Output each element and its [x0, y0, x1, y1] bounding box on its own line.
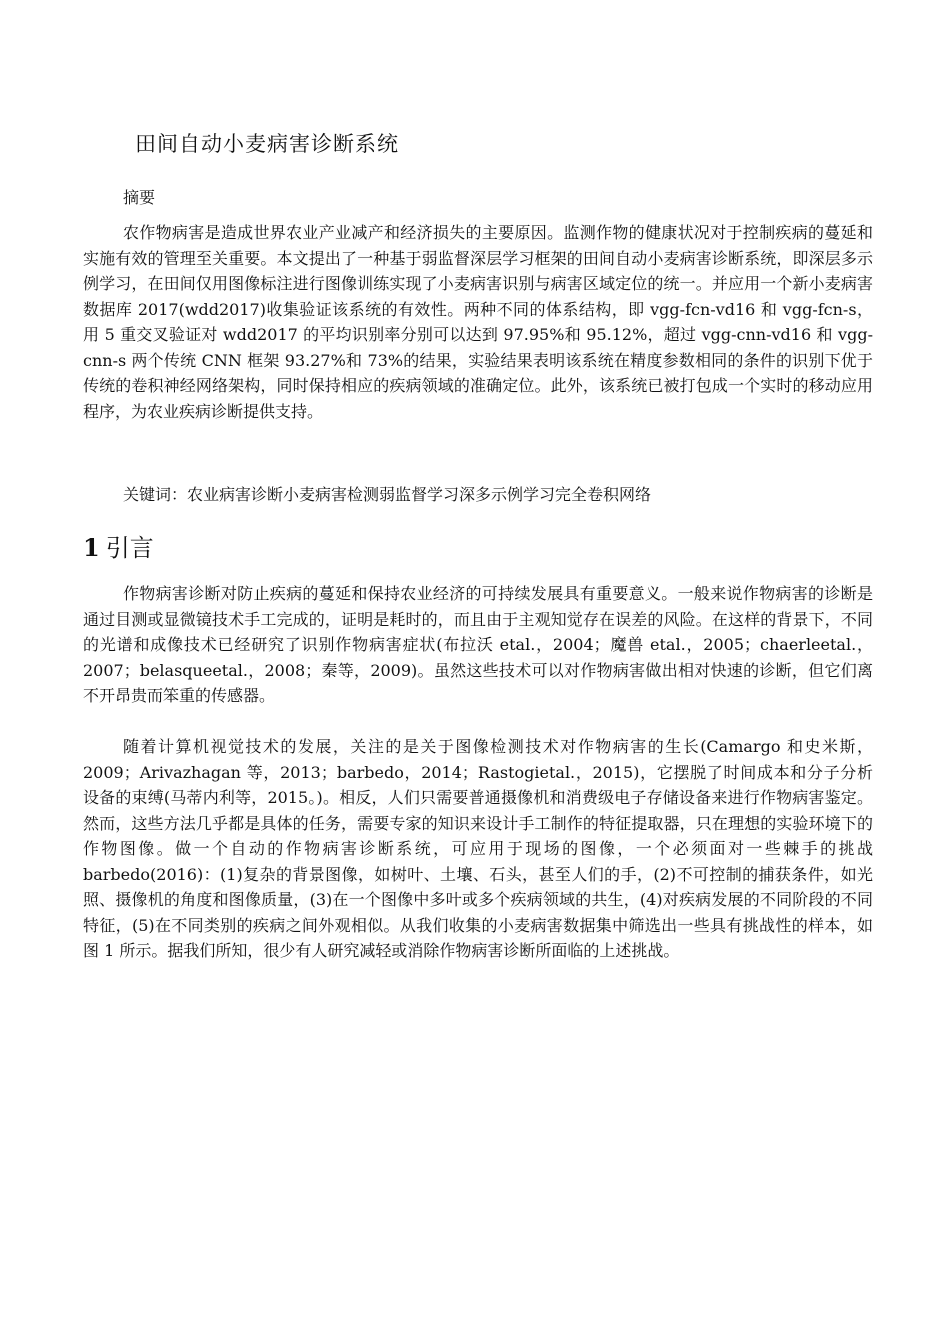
intro-paragraph-1: 作物病害诊断对防止疾病的蔓延和保持农业经济的可持续发展具有重要意义。一般来说作物病害的诊断是通过目测或显微镜技术手工完成的，证明是耗时的，而且由于主观知觉存在误差的风险。在这样的背景下，不同的光谱和成像技术已经研究了识别作物病害症状(布拉沃 etal.，2004；魔兽 etal.，2005；chaerleetal.，2007；belasqueetal.，2008；秦等，2009)。虽然这些技术可以对作物病害做出相对快速的诊断，但它们离不开昂贵而笨重的传感器。: [83, 584, 873, 705]
keywords-line: 关键词：农业病害诊断小麦病害检测弱监督学习深多示例学习完全卷积网络: [123, 485, 652, 504]
section-number: 1: [83, 533, 100, 562]
paper-title: 田间自动小麦病害诊断系统: [135, 132, 399, 156]
section-heading: [83, 528, 154, 563]
section-title: 引言: [105, 534, 154, 562]
abstract-heading: 摘要: [123, 188, 156, 207]
abstract-paragraph: 农作物病害是造成世界农业产业减产和经济损失的主要原因。监测作物的健康状况对于控制疾病的蔓延和实施有效的管理至关重要。本文提出了一种基于弱监督深层学习框架的田间自动小麦病害诊断系统，即深层多示例学习，在田间仅用图像标注进行图像训练实现了小麦病害识别与病害区域定位的统一。并应用一个新小麦病害数据库 2017(wdd2017)收集验证该系统的有效性。两种不同的体系结构，即 vgg-fcn-vd16 和 vgg-fcn-s，用 5 重交叉验证对 wdd2017 的平均识别率分别可以达到 97.95%和 95.12%，超过 vgg-cnn-vd16 和 vgg-cnn-s 两个传统 CNN 框架 93.27%和 73%的结果，实验结果表明该系统在精度参数相同的条件的识别下优于传统的卷积神经网络架构，同时保持相应的疾病领域的准确定位。此外，该系统已被打包成一个实时的移动应用程序，为农业疾病诊断提供支持。: [83, 223, 873, 421]
intro-paragraph-2: 随着计算机视觉技术的发展，关注的是关于图像检测技术对作物病害的生长(Camargo 和史米斯，2009；Arivazhagan 等，2013；barbedo，2014；Rastogietal.，2015)，它摆脱了时间成本和分子分析设备的束缚(马蒂内利等，2015。)。相反，人们只需要普通摄像机和消费级电子存储设备来进行作物病害鉴定。然而，这些方法几乎都是具体的任务，需要专家的知识来设计手工制作的特征提取器，只在理想的实验环境下的作物图像。做一个自动的作物病害诊断系统，可应用于现场的图像，一个必须面对一些棘手的挑战 barbedo(2016)：(1)复杂的背景图像，如树叶、土壤、石头，甚至人们的手，(2)不可控制的捕获条件，如光照、摄像机的角度和图像质量，(3)在一个图像中多叶或多个疾病领域的共生，(4)对疾病发展的不同阶段的不同特征，(5)在不同类别的疾病之间外观相似。从我们收集的小麦病害数据集中筛选出一些具有挑战性的样本，如图 1 所示。据我们所知，很少有人研究减轻或消除作物病害诊断所面临的上述挑战。: [83, 737, 873, 960]
